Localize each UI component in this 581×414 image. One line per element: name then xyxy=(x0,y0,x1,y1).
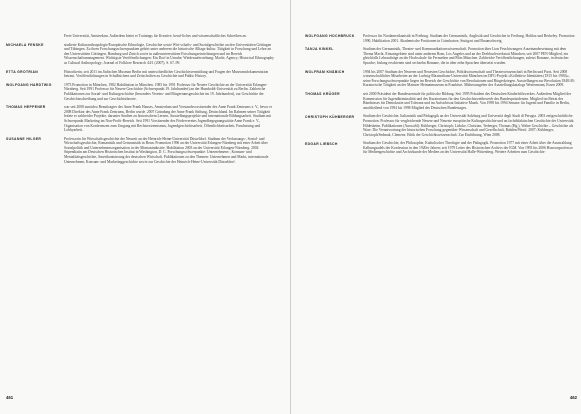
contributor-name: TANJA KINKEL xyxy=(305,47,334,52)
bio-entry xyxy=(6,105,276,133)
bio-entry xyxy=(305,47,575,65)
contributor-bio: seit 2000 Präsident der Bundeszentrale für politische Bildung. Seit 1995 Präsident des Deutschen Kinderhilfswerkes. Außerdem Mitglied der Kommission für Jugendkriminalität und des Kuratoriums für den Geschichtswettbewerb des Bundespräsidenten. Mitglied im Beirat des Bündnisses für Demokratie und Toleranz und im Aufsichtsrat Initiative Musik. Von 1998 bis 1994 Senator für Jugend und Familie in Berlin, anschließend von 1994 bis 1998 Mitglied des Deutschen Bundestages. xyxy=(363,91,572,110)
contributor-name: CHRISTOPH KÜHBERGER xyxy=(305,114,355,119)
contributor-bio: 1973 Promotion in München, 1982 Habilitation in München. 1985 bis 1991 Professor für Neuere Geschichte an der Universität Erlangen-Nürnberg. Seit 1991 Professor für Neuere Geschichte (Schwerpunkt 19. Jahrhundert) an der Humboldt-Universität zu Berlin. Zahlreiche Publikationen zur Sozial- und Kulturgeschichte (besonders Vereins- und Bürgertumsgeschichte im 19. Jahrhundert), zur Geschichte der Geschichtsschreibung und zur Geschichtstheorie. xyxy=(64,82,268,101)
page-number: 462 xyxy=(569,395,577,400)
bio-entry xyxy=(6,43,276,66)
bio-entry xyxy=(305,34,575,43)
contributor-name: WOLFGANG HOCHBRUCK xyxy=(305,34,355,39)
bio-entry xyxy=(305,141,575,155)
contributor-bio: Studium der Geschichte, Italianistik und Pädagogik an der Universität Salzburg und Università degli Studi di Perugia. 2003 zeitgeschichtliche Promotion. Professor für vergleichende Neuere und Neueste europäische Kulturgeschichte und an fachdidaktischen Geschichte der Universität Hildesheim. Publikationen (Auswahl): Kühberger, Christoph; Lübcke, Christian; Terberger, Thomas (Hg.), Wahre Geschichte – Geschichte als Ware. Die Verantwortung der historischen Forschung gegenüber Wissenschaft und Gesellschaft, Rahden/Westf. 2007; Kühberger, Christoph/Sedmak, Clemens: Ethik der Geschichtswissenschaft. Zur Einführung, Wien 2008. xyxy=(363,114,574,137)
contributor-bio: Professor für Nordamerikanistik in Freiburg. Studium der Germanistik, Anglistik und Geschichte in Freiburg, Halifax und Berkeley. Promotion 1990, Habilitation 2001. Akademische Positionen in Coimbatore, Stuttgart und Braunschweig. xyxy=(363,34,575,43)
right-column xyxy=(305,34,575,159)
page-number: 461 xyxy=(6,395,14,400)
bio-entry xyxy=(6,34,276,39)
bio-entry xyxy=(6,70,276,79)
contributor-bio: Freie Universität, Amsterdam. Außerdem bietet er Trainings für Kreative, beruf-liches und wissenschaftliches Schreiben an. xyxy=(64,34,247,38)
bio-entry xyxy=(6,83,276,101)
right-page xyxy=(291,0,581,414)
contributor-bio: studierte Kulturanthropologie/Europäische Ethnologie, Geschichte sowie Wirt-schafts- und Sozialgeschichte an den Universitäten Göttingen und Tübingen. Zu ihren Forschungsschwerpunkten gehört unter anderem die historische Alltags-kultur. Tätigkeit in Forschung und Lehre an den Universitäten Göttingen, Hamburg und Zürich sowie in außeruniversitären Forschungseinrichtungen und im Bereich Wissenschaftsmanagement. Wichtigste Veröffentlichungen: Ein Dorf in Unruhe; Wiederauferstehung; Macht; Agency; Historical Ethnography as Cultural Anthropology; Journal of Folklore Research 44/1 (2007), S. 67–99. xyxy=(64,42,275,65)
contributor-bio: war seit 2008 zunächst Beauftragter des Anne Frank Hauses, Amsterdam und Vorstandsvorsitzender des Anne Frank Zentrums e. V., bevor er 2008 Direktor des Anne Frank Zentrums, Berlin wurde. 2007 Gründung der Anne Frank Stiftung, Deutschland. Im Rahmen seiner Tätigkeit leitete er zahlreiche Projekte, darunter Studien zu historischem Lernen, Ausstellungsprojekte und internationale Bildungsarbeit. Studium mit Schwerpunkt Marketing im Non-Profit-Bereich. Seit 1991 Vorsitzender des Fördervereins Jugendbegegnungsstätte Anne Frank e. V., Organisation von Konferenzen zum Umgang mit Rechtsextremismus, Jugendgeschichtsarbeit, Öffentlichkeitsarbeit, Fundraising und Lobbyarbeit. xyxy=(64,105,273,133)
bio-entry xyxy=(6,137,276,165)
contributor-bio: Studium der Geschichte, der Philosophie, Katholischer Theologie und der Pädagogik. Promotion 1977 mit einer Arbeit über die Ausstrahlung Kalbungsadels der Konfession in den 1920er Jahren; seit 1979 Leiter des Historischen Archivs der IGM. Von 1993 bis 2006 Honorarprofessor für Mediengeschichte und Archivkunde der Medien an der Universität Halle-Wittenberg. Weitere Arbeiten zum Geschichts- xyxy=(363,141,573,155)
contributor-name: THOMAS HEPPENER xyxy=(6,105,46,110)
contributor-bio: Historikerin, seit 2011 im Jüdischen Museum Berlin mit unterschiedlicher Geschichtsvermittlung und Fragen der Museumsdokumentation betraut. Veröffentlichungen in Schulbüchern und Zeitschriften zu Geschichte und Public History. xyxy=(64,69,269,79)
left-column xyxy=(6,34,276,168)
contributor-name: THOMAS KRÜGER xyxy=(305,92,340,97)
contributor-bio: Professorin für Wirtschaftsgeschichte der Neuzeit an der Heinrich-Heine-Universität Düsseldorf. Studium der Verfassungs-, Sozial- und Wirtschaftsgeschichte, Romanistik und Germanistik in Bonn. Promotion 1996 an der Universität Erlangen-Nürnberg mit einer Arbeit über Sozialpolitik und Unternehmensorganisation in der Montanindustrie. Habilitation 2003 an der Universität Erlangen-Nürnberg. 2004 Stipendiatin am Deutschen Historischen Institut in Washington, D. C. Forschungsschwerpunkte: Unternehmens-, Konsum- und Mentalitätsgeschichte, Amerikanisierung der deutschen Wirtschaft. Publikationen zu den Themen: Unternehmen und Markt, internationale Unternehmen, Konsum- und Marketinggeschichte sowie zur Geschichte der Heinrich-Heine-Universität Düsseldorf. xyxy=(64,136,269,164)
contributor-name: EDGAR LIEBSCH xyxy=(305,141,338,146)
contributor-bio: Studium der Germanistik, Theater- und Kommunikationswissenschaft. Promotion über Lion Feuchtwangers Auseinandersetzung mit dem Thema Macht. Einsatzgebiete sind unter anderem Rom, Los Angeles und an der Drehbuchwerkstatt München, seit 2007 PEN-Mitglied, ein gleichfalls Lehraufträge an der Hochschule für Fernsehen und Film München. Zahlreiche Veröffentlichungen, zuletzt Romane, in deutscher Sprache; bislang erschienen sind sechzehn Romane, die in über zehn Sprachen übersetzt wurden. xyxy=(363,47,569,65)
contributor-name: SUSANNE HILGER xyxy=(6,136,42,141)
bio-entry xyxy=(305,70,575,88)
bio-entry xyxy=(305,92,575,110)
contributor-bio: 1994 bis 2007 Studium der Neueren und Neuesten Geschichte, Politikwissenschaft und Theaterwissenschaft in Berlin und Paris. Seit 2008 wissenschaftlicher Mitarbeiter an der Ludwig-Maximilians-Universität München im DFG-Projekt »Kollektive Identitäten (1815 bis 1900)«, seine Forschungsschwerpunkte liegen im Bereich der Geschichte von Revolutionen und Bürgerkriegen. Ausstellungen zur Revolution 1848/49; Kuratorische Tätigkeit an der Mainzer Heimatmuseum in Frankfurt. Mitherausgeber des Ausstellungskatalogs Westermann, Essen 2009. xyxy=(363,69,575,88)
contributor-name: MICHAELA FENSKE xyxy=(6,42,44,47)
contributor-name: ETTA GROTRIAN xyxy=(6,69,39,74)
contributor-name: WOLFRAM KNÄBICH xyxy=(305,69,345,74)
contributor-name: WOLFGANG HARDTWIG xyxy=(6,83,52,88)
bio-entry xyxy=(305,114,575,137)
